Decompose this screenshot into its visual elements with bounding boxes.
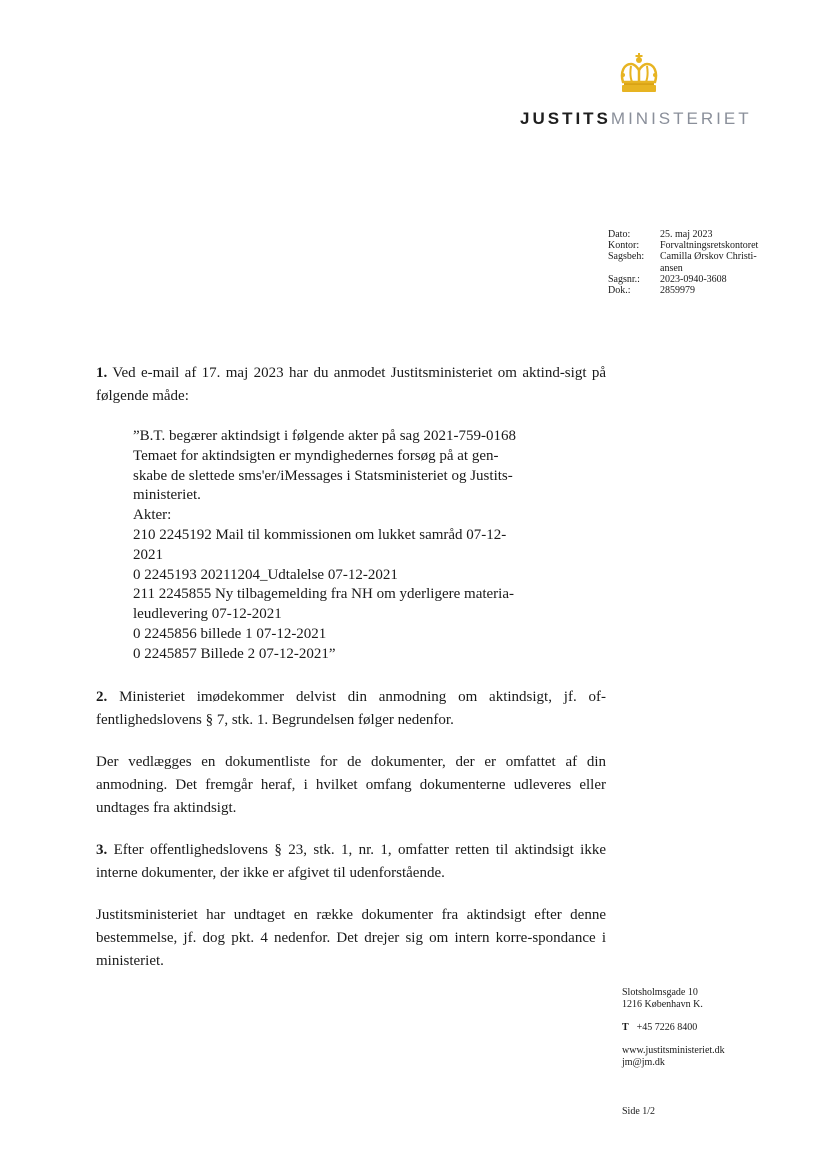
crown-icon — [614, 52, 664, 98]
quote-line: 0 2245857 Billede 2 07-12-2021” — [133, 645, 336, 662]
ministry-logo — [520, 52, 765, 132]
paragraph-4 — [96, 839, 606, 885]
paragraph-2 — [96, 686, 606, 732]
meta-row-caseworker-cont — [608, 263, 782, 274]
page-number: Side 1/2 — [622, 1106, 656, 1117]
meta-value: Forvaltningsretskontoret — [660, 240, 759, 252]
meta-row-case-number — [608, 274, 782, 285]
quote-line: skabe de slettede sms'er/iMessages i Statsministeriet og Justits- — [133, 467, 513, 484]
contact-footer — [622, 987, 725, 1080]
logo-text-bold: JUSTITS — [520, 109, 611, 128]
letter-body — [96, 362, 606, 992]
paragraph-text: Efter offentlighedslovens § 23, stk. 1, nr. 1, omfatter retten til aktindsigt ikke interne dokumenter, der ikke er afgivet til udenforstående. — [96, 841, 606, 881]
meta-value: 2859979 — [660, 285, 695, 297]
quote-line: ministeriet. — [133, 487, 201, 504]
paragraph-3 — [96, 751, 606, 820]
meta-label: Dato: — [608, 229, 631, 240]
logo-text — [520, 109, 752, 129]
meta-label: Sagsnr.: — [608, 273, 640, 285]
case-metadata — [608, 229, 782, 296]
quote-line: 211 2245855 Ny tilbagemelding fra NH om yderligere materia- — [133, 586, 514, 603]
quote-line: leudlevering 07-12-2021 — [133, 606, 282, 623]
quote-line: 0 2245856 billede 1 07-12-2021 — [133, 625, 327, 642]
meta-value: 2023-0940-3608 — [660, 273, 727, 285]
meta-label: Kontor: — [608, 240, 640, 252]
quote-line: 0 2245193 20211204_Udtalelse 07-12-2021 — [133, 566, 398, 583]
address-city: 1216 København K. — [622, 999, 703, 1010]
meta-row-document — [608, 285, 782, 296]
phone-block — [622, 1022, 725, 1034]
paragraph-1 — [96, 362, 606, 408]
website-link[interactable]: www.justitsministeriet.dk — [622, 1045, 725, 1056]
meta-value: ansen — [660, 262, 683, 274]
meta-label: Sagsbeh: — [608, 251, 645, 263]
meta-label — [608, 263, 660, 274]
paragraph-text: Ved e-mail af 17. maj 2023 har du anmodet Justitsministeriet om aktind-sigt på følgende måde: — [96, 365, 606, 404]
email-link[interactable]: jm@jm.dk — [622, 1057, 665, 1068]
phone-number: +45 7226 8400 — [636, 1022, 698, 1033]
meta-row-date — [608, 229, 782, 240]
paragraph-text: Ministeriet imødekommer delvist din anmodning om aktindsigt, jf. of-fentlighedslovens § 7, stk. 1. Begrundelsen følger nedenfor. — [96, 688, 606, 728]
meta-label: Dok.: — [608, 285, 631, 297]
meta-value: 25. maj 2023 — [660, 229, 713, 240]
quote-line: 210 2245192 Mail til kommissionen om lukket samråd 07-12- — [133, 526, 507, 543]
quote-line: Temaet for aktindsigten er myndighedernes forsøg på at gen- — [133, 447, 499, 464]
address-block — [622, 987, 725, 1011]
section-number: 3. — [96, 841, 108, 858]
quote-line: ”B.T. begærer aktindsigt i følgende akter på sag 2021-759-0168 — [133, 428, 516, 444]
quoted-request — [133, 427, 573, 665]
meta-row-caseworker — [608, 251, 782, 262]
paragraph-5 — [96, 904, 606, 973]
quote-line: Akter: — [133, 507, 172, 524]
paragraph-text: Der vedlægges en dokumentliste for de dokumenter, der er omfattet af din anmodning. Det fremgår heraf, i hvilket omfang dokumenterne udleveres eller undtages fra aktindsigt. — [96, 753, 606, 816]
paragraph-text: Justitsministeriet har undtaget en række dokumenter fra aktindsigt efter denne bestemmelse, jf. dog pkt. 4 nedenfor. Det drejer sig om intern korre-spondance i ministeriet. — [96, 906, 606, 969]
web-block — [622, 1045, 725, 1069]
meta-value: Camilla Ørskov Christi- — [660, 251, 757, 263]
meta-row-office — [608, 240, 782, 251]
logo-text-light: MINISTERIET — [610, 109, 752, 128]
phone-label: T — [622, 1022, 629, 1033]
section-number: 1. — [96, 365, 108, 381]
section-number: 2. — [96, 688, 108, 705]
address-street: Slotsholmsgade 10 — [622, 987, 698, 998]
quote-line: 2021 — [133, 546, 163, 563]
